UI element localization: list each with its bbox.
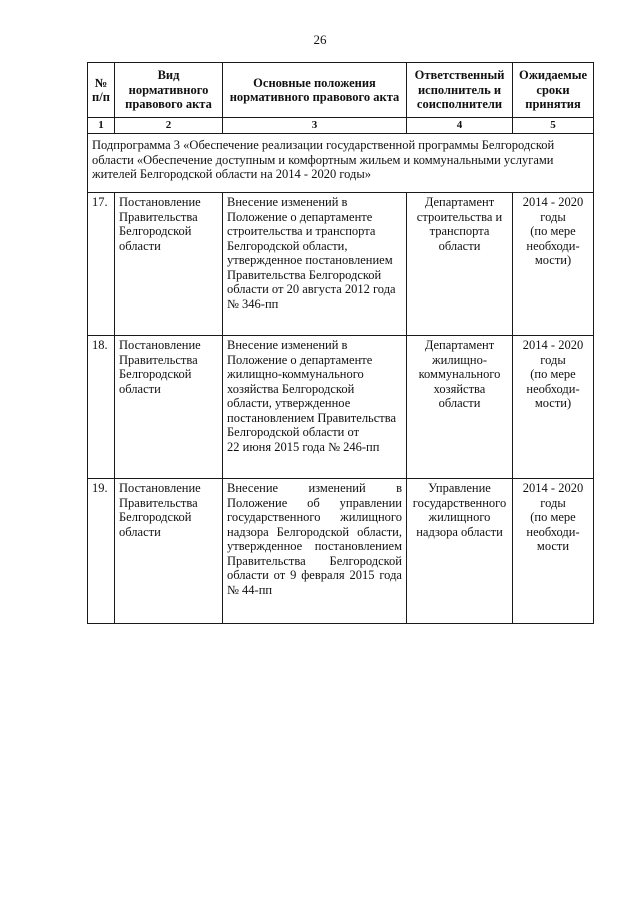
row-number: 17. — [88, 193, 115, 336]
row-responsible: Департамент строительства и транспорта области — [407, 193, 513, 336]
row-number: 18. — [88, 336, 115, 479]
column-number-row — [88, 118, 594, 134]
subprogram-title: Подпрограмма 3 «Обеспечение реализации государственной программы Белгородской области «Обеспечение доступным и комфортным жильем и коммунальными услугами жителей Белгородской области на 2014 - 2020 годы» — [88, 134, 594, 193]
header-responsible: Ответственный исполнитель и соисполнители — [407, 63, 513, 118]
subprogram-row — [88, 134, 594, 193]
table-row — [88, 479, 594, 624]
header-act-type: Вид нормативного правового акта — [115, 63, 223, 118]
row-expected-terms: 2014 - 2020 годы (по мере необходи- мости) — [513, 336, 594, 479]
header-number: № п/п — [88, 63, 115, 118]
column-number: 4 — [407, 118, 513, 134]
row-number: 19. — [88, 479, 115, 624]
table-header-row — [88, 63, 594, 118]
row-expected-terms: 2014 - 2020 годы (по мере необходи- мости — [513, 479, 594, 624]
header-main-provisions: Основные положения нормативного правового акта — [223, 63, 407, 118]
column-number: 5 — [513, 118, 594, 134]
table-row — [88, 193, 594, 336]
row-responsible: Управление государственного жилищного надзора области — [407, 479, 513, 624]
column-number: 3 — [223, 118, 407, 134]
row-main-provisions: Внесение изменений в Положение о департаменте жилищно-коммунального хозяйства Белгородской области, утвержденное постановлением Правительства Белгородской области от 22 июня 2015 года № 246-пп — [223, 336, 407, 479]
page-number: 26 — [313, 32, 327, 47]
row-responsible: Департамент жилищно- коммунального хозяйства области — [407, 336, 513, 479]
row-main-provisions: Внесение изменений в Положение о департаменте строительства и транспорта Белгородской области, утвержденное постановлением Правительства Белгородской области от 20 августа 2012 года № 346-пп — [223, 193, 407, 336]
acts-table — [87, 62, 594, 624]
header-expected-terms: Ожидаемые сроки принятия — [513, 63, 594, 118]
row-expected-terms: 2014 - 2020 годы (по мере необходи- мости) — [513, 193, 594, 336]
row-act-type: Постановление Правительства Белгородской области — [115, 479, 223, 624]
row-act-type: Постановление Правительства Белгородской области — [115, 336, 223, 479]
row-act-type: Постановление Правительства Белгородской области — [115, 193, 223, 336]
table-row — [88, 336, 594, 479]
column-number: 1 — [88, 118, 115, 134]
column-number: 2 — [115, 118, 223, 134]
row-main-provisions: Внесение изменений в Положение об управлении государственного жилищного надзора Белгородской области, утвержденное постановлением Правительства Белгородской области от 9 февраля 2015 года № 44-пп — [223, 479, 407, 624]
